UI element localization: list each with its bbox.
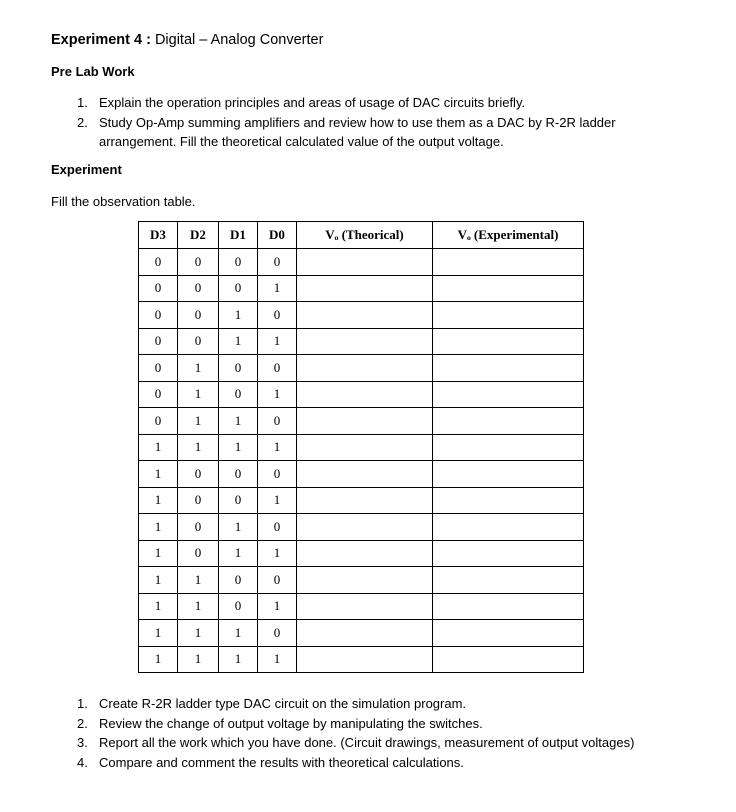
cell-d3: 1 <box>139 434 178 461</box>
item-text: Study Op-Amp summing amplifiers and review how to use them as a DAC by R-2R ladder arrangement. Fill the theoretical calculated value of the output voltage. <box>99 114 616 149</box>
cell-d2: 1 <box>178 567 219 594</box>
cell-d2: 0 <box>178 302 219 329</box>
cell-d3: 1 <box>139 487 178 514</box>
cell-d2: 1 <box>178 381 219 408</box>
header-d3: D3 <box>139 222 178 249</box>
table-row <box>139 646 584 673</box>
cell-d1: 1 <box>219 514 258 541</box>
step-number: 3. <box>77 735 88 750</box>
item-number: 2. <box>77 114 88 130</box>
cell-vo-theorical <box>297 514 433 541</box>
cell-vo-theorical <box>297 302 433 329</box>
cell-d1: 0 <box>219 275 258 302</box>
cell-d1: 1 <box>219 408 258 435</box>
cell-d1: 0 <box>219 567 258 594</box>
cell-vo-theorical <box>297 487 433 514</box>
cell-vo-theorical <box>297 646 433 673</box>
table-row <box>139 355 584 382</box>
header-vo-experimental: Vₒ (Experimental) <box>433 222 584 249</box>
table-body <box>139 249 584 673</box>
cell-d0: 1 <box>258 593 297 620</box>
header-d0: D0 <box>258 222 297 249</box>
table-row <box>139 381 584 408</box>
experiment-title <box>51 32 323 48</box>
item-number: 1. <box>77 95 88 110</box>
cell-vo-theorical <box>297 408 433 435</box>
cell-d1: 1 <box>219 328 258 355</box>
cell-d3: 1 <box>139 567 178 594</box>
table-row <box>139 408 584 435</box>
cell-d1: 1 <box>219 434 258 461</box>
step-number: 4. <box>77 754 88 770</box>
cell-d3: 0 <box>139 381 178 408</box>
pre-lab-list <box>77 93 657 152</box>
step-text: Compare and comment the results with theoretical calculations. <box>99 754 464 770</box>
cell-d0: 0 <box>258 249 297 276</box>
cell-d1: 0 <box>219 461 258 488</box>
cell-vo-experimental <box>433 302 584 329</box>
observation-table <box>138 221 584 673</box>
cell-d0: 1 <box>258 487 297 514</box>
cell-d1: 0 <box>219 487 258 514</box>
title-prefix: Experiment 4 : <box>51 32 151 48</box>
cell-d3: 0 <box>139 408 178 435</box>
cell-vo-theorical <box>297 381 433 408</box>
cell-d0: 1 <box>258 381 297 408</box>
cell-d0: 0 <box>258 567 297 594</box>
table-row <box>139 567 584 594</box>
table-row <box>139 249 584 276</box>
cell-d3: 0 <box>139 302 178 329</box>
cell-d3: 0 <box>139 275 178 302</box>
step-number: 1. <box>77 696 88 711</box>
step-number: 2. <box>77 715 88 731</box>
header-d2: D2 <box>178 222 219 249</box>
item-text: Explain the operation principles and areas of usage of DAC circuits briefly. <box>99 95 526 110</box>
cell-d1: 0 <box>219 355 258 382</box>
table-row <box>139 461 584 488</box>
cell-d2: 1 <box>178 646 219 673</box>
cell-d0: 1 <box>258 275 297 302</box>
table-row <box>139 487 584 514</box>
cell-d0: 0 <box>258 514 297 541</box>
step-item <box>77 714 637 734</box>
table-row <box>139 593 584 620</box>
cell-d1: 1 <box>219 620 258 647</box>
step-item <box>77 733 637 753</box>
table-row <box>139 514 584 541</box>
title-text: Digital – Analog Converter <box>150 32 324 48</box>
step-text: Review the change of output voltage by manipulating the switches. <box>99 715 483 731</box>
cell-vo-experimental <box>433 487 584 514</box>
cell-vo-theorical <box>297 355 433 382</box>
step-text: Create R-2R ladder type DAC circuit on the simulation program. <box>99 696 467 711</box>
cell-d2: 0 <box>178 514 219 541</box>
cell-d3: 0 <box>139 328 178 355</box>
pre-lab-heading: Pre Lab Work <box>51 64 135 79</box>
pre-lab-item <box>77 113 657 152</box>
cell-d1: 0 <box>219 381 258 408</box>
step-text: Report all the work which you have done. (Circuit drawings, measurement of output voltages) <box>99 735 635 750</box>
cell-d3: 1 <box>139 514 178 541</box>
table-instruction: Fill the observation table. <box>51 194 196 209</box>
cell-vo-theorical <box>297 567 433 594</box>
cell-d0: 1 <box>258 328 297 355</box>
cell-vo-experimental <box>433 434 584 461</box>
cell-vo-theorical <box>297 249 433 276</box>
cell-d2: 0 <box>178 275 219 302</box>
cell-d3: 1 <box>139 593 178 620</box>
cell-vo-theorical <box>297 434 433 461</box>
cell-d0: 0 <box>258 355 297 382</box>
cell-vo-theorical <box>297 593 433 620</box>
cell-vo-experimental <box>433 620 584 647</box>
cell-d3: 1 <box>139 540 178 567</box>
cell-d2: 0 <box>178 328 219 355</box>
cell-vo-experimental <box>433 646 584 673</box>
cell-vo-theorical <box>297 275 433 302</box>
cell-d0: 1 <box>258 540 297 567</box>
table-row <box>139 302 584 329</box>
cell-d0: 1 <box>258 434 297 461</box>
cell-d0: 1 <box>258 646 297 673</box>
cell-vo-theorical <box>297 540 433 567</box>
cell-d3: 0 <box>139 249 178 276</box>
experiment-steps <box>77 694 637 772</box>
pre-lab-item <box>77 93 657 113</box>
cell-d1: 1 <box>219 540 258 567</box>
cell-vo-experimental <box>433 514 584 541</box>
cell-vo-experimental <box>433 540 584 567</box>
cell-d3: 1 <box>139 646 178 673</box>
table-row <box>139 434 584 461</box>
cell-vo-theorical <box>297 328 433 355</box>
cell-vo-experimental <box>433 593 584 620</box>
cell-vo-theorical <box>297 620 433 647</box>
cell-d1: 0 <box>219 249 258 276</box>
cell-d1: 1 <box>219 646 258 673</box>
cell-d2: 0 <box>178 487 219 514</box>
cell-d2: 1 <box>178 355 219 382</box>
cell-d2: 0 <box>178 540 219 567</box>
cell-vo-theorical <box>297 461 433 488</box>
cell-vo-experimental <box>433 355 584 382</box>
cell-vo-experimental <box>433 567 584 594</box>
cell-d0: 0 <box>258 620 297 647</box>
cell-d1: 0 <box>219 593 258 620</box>
cell-d3: 0 <box>139 355 178 382</box>
cell-d0: 0 <box>258 302 297 329</box>
header-vo-theorical: Vₒ (Theorical) <box>297 222 433 249</box>
cell-vo-experimental <box>433 328 584 355</box>
experiment-heading: Experiment <box>51 162 122 177</box>
cell-d2: 0 <box>178 461 219 488</box>
cell-d0: 0 <box>258 461 297 488</box>
table-row <box>139 328 584 355</box>
cell-d2: 1 <box>178 620 219 647</box>
step-item <box>77 694 637 714</box>
table-row <box>139 620 584 647</box>
cell-vo-experimental <box>433 381 584 408</box>
cell-d0: 0 <box>258 408 297 435</box>
cell-vo-experimental <box>433 461 584 488</box>
cell-d2: 0 <box>178 249 219 276</box>
step-item <box>77 753 637 773</box>
table-row <box>139 540 584 567</box>
cell-vo-experimental <box>433 275 584 302</box>
table-header-row <box>139 222 584 249</box>
cell-vo-experimental <box>433 249 584 276</box>
cell-d2: 1 <box>178 434 219 461</box>
cell-d3: 1 <box>139 461 178 488</box>
cell-d3: 1 <box>139 620 178 647</box>
cell-vo-experimental <box>433 408 584 435</box>
table-row <box>139 275 584 302</box>
cell-d2: 1 <box>178 593 219 620</box>
header-d1: D1 <box>219 222 258 249</box>
cell-d2: 1 <box>178 408 219 435</box>
cell-d1: 1 <box>219 302 258 329</box>
